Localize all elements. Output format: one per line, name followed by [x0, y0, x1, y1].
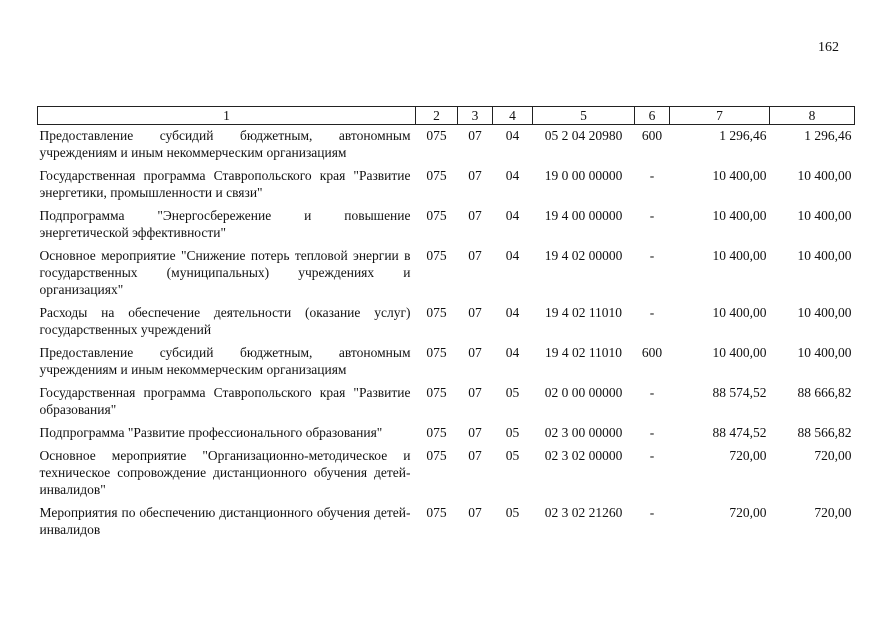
- col-3-cell: 07: [468, 168, 482, 183]
- col-8-cell: 88 666,82: [797, 385, 852, 400]
- col-6-cell: -: [649, 208, 655, 223]
- col-4-cell: 04: [505, 345, 520, 360]
- column-header: 8: [770, 107, 855, 125]
- col-2-cell: 075: [426, 248, 447, 263]
- col-3-cell: 07: [468, 505, 482, 520]
- row-name: Подпрограмма "Энергосбережение и повышение энергетической эффективности": [39, 208, 411, 240]
- col-5-cell: 19 0 00 00000: [544, 168, 623, 183]
- col-3-cell: 07: [468, 305, 482, 320]
- column-header: 1: [38, 107, 416, 125]
- col-3-cell: 07: [468, 385, 482, 400]
- col-4-cell: 04: [505, 128, 520, 143]
- col-2-cell: 075: [426, 505, 447, 520]
- col-5-cell: 02 3 00 00000: [544, 425, 623, 440]
- col-5-cell: 05 2 04 20980: [544, 128, 623, 143]
- col-8-cell: 1 296,46: [804, 128, 852, 143]
- col-6-cell: -: [649, 305, 655, 320]
- col-6-cell: -: [649, 385, 655, 400]
- row-name: Основное мероприятие "Организационно-методическое и техническое сопровождение дистанционного обучения детей-инвалидов": [39, 448, 411, 497]
- col-2-cell: 075: [426, 305, 447, 320]
- table-row: [38, 422, 855, 445]
- column-header: 6: [635, 107, 670, 125]
- table-row: [38, 165, 855, 205]
- column-header: 2: [416, 107, 458, 125]
- col-2-cell: 075: [426, 425, 447, 440]
- col-8-cell: 10 400,00: [797, 305, 852, 320]
- col-8-cell: 720,00: [814, 448, 852, 463]
- row-name: Предоставление субсидий бюджетным, автономным учреждениям и иным некоммерческим организациям: [39, 345, 411, 377]
- col-8-cell: 10 400,00: [797, 208, 852, 223]
- table-row: [38, 302, 855, 342]
- table-row: [38, 205, 855, 245]
- row-name: Государственная программа Ставропольского края "Развитие образования": [39, 385, 411, 417]
- col-8-cell: 10 400,00: [797, 345, 852, 360]
- column-header: 4: [493, 107, 533, 125]
- col-5-cell: 02 3 02 00000: [544, 448, 623, 463]
- col-4-cell: 05: [505, 505, 520, 520]
- row-name: Предоставление субсидий бюджетным, автономным учреждениям и иным некоммерческим организациям: [39, 128, 411, 160]
- col-3-cell: 07: [468, 248, 482, 263]
- col-7-cell: 10 400,00: [712, 208, 767, 223]
- col-7-cell: 1 296,46: [719, 128, 767, 143]
- col-8-cell: 10 400,00: [797, 168, 852, 183]
- col-4-cell: 05: [505, 448, 520, 463]
- col-4-cell: 05: [505, 425, 520, 440]
- table-row: [38, 445, 855, 502]
- column-header: 7: [670, 107, 770, 125]
- col-7-cell: 88 474,52: [712, 425, 767, 440]
- table-row: [38, 125, 855, 166]
- table-row: [38, 382, 855, 422]
- col-3-cell: 07: [468, 448, 482, 463]
- table-row: [38, 245, 855, 302]
- table-header-row: [38, 107, 855, 125]
- col-2-cell: 075: [426, 168, 447, 183]
- row-name: Расходы на обеспечение деятельности (оказание услуг) государственных учреждений: [39, 305, 411, 337]
- col-4-cell: 04: [505, 305, 520, 320]
- column-header: 3: [458, 107, 493, 125]
- col-5-cell: 02 3 02 21260: [544, 505, 623, 520]
- col-2-cell: 075: [426, 208, 447, 223]
- col-8-cell: 720,00: [814, 505, 852, 520]
- col-4-cell: 04: [505, 208, 520, 223]
- row-name: Государственная программа Ставропольского края "Развитие энергетики, промышленности и связи": [39, 168, 411, 200]
- col-7-cell: 720,00: [729, 505, 767, 520]
- col-4-cell: 04: [505, 248, 520, 263]
- row-name: Основное мероприятие "Снижение потерь тепловой энергии в государственных (муниципальных) учреждениях и организациях": [39, 248, 411, 297]
- col-7-cell: 10 400,00: [712, 345, 767, 360]
- col-2-cell: 075: [426, 345, 447, 360]
- page-number: 162: [818, 40, 839, 55]
- col-8-cell: 10 400,00: [797, 248, 852, 263]
- col-6-cell: -: [649, 425, 655, 440]
- col-7-cell: 720,00: [729, 448, 767, 463]
- col-2-cell: 075: [426, 385, 447, 400]
- col-3-cell: 07: [468, 345, 482, 360]
- col-6-cell: -: [649, 248, 655, 263]
- column-header: 5: [533, 107, 635, 125]
- col-6-cell: 600: [641, 128, 663, 143]
- col-3-cell: 07: [468, 425, 482, 440]
- table-row: [38, 502, 855, 542]
- col-3-cell: 07: [468, 128, 482, 143]
- col-4-cell: 05: [505, 385, 520, 400]
- col-5-cell: 02 0 00 00000: [544, 385, 623, 400]
- row-name: Мероприятия по обеспечению дистанционного обучения детей-инвалидов: [39, 505, 411, 537]
- col-8-cell: 88 566,82: [797, 425, 852, 440]
- table-row: [38, 342, 855, 382]
- col-6-cell: 600: [641, 345, 663, 360]
- col-6-cell: -: [649, 448, 655, 463]
- col-6-cell: -: [649, 505, 655, 520]
- col-2-cell: 075: [426, 128, 447, 143]
- budget-table: [37, 106, 855, 542]
- row-name: Подпрограмма "Развитие профессионального образования": [39, 425, 383, 440]
- col-4-cell: 04: [505, 168, 520, 183]
- col-2-cell: 075: [426, 448, 447, 463]
- col-7-cell: 10 400,00: [712, 305, 767, 320]
- col-7-cell: 10 400,00: [712, 248, 767, 263]
- col-7-cell: 10 400,00: [712, 168, 767, 183]
- col-7-cell: 88 574,52: [712, 385, 767, 400]
- col-5-cell: 19 4 02 00000: [544, 248, 623, 263]
- col-5-cell: 19 4 00 00000: [544, 208, 623, 223]
- col-6-cell: -: [649, 168, 655, 183]
- col-5-cell: 19 4 02 11010: [544, 305, 623, 320]
- col-3-cell: 07: [468, 208, 482, 223]
- col-5-cell: 19 4 02 11010: [544, 345, 623, 360]
